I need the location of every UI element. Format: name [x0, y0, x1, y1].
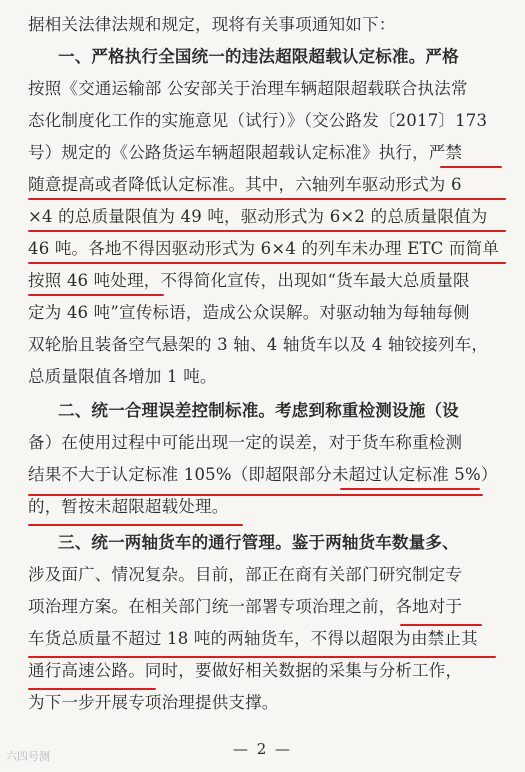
text-line: 按照《交通运输部 公安部关于治理车辆超限超载联合执法常 — [28, 79, 468, 98]
section-heading: 二、统一合理误差控制标准。考虑到称重检测设施（设 — [58, 401, 459, 420]
watermark: 六四号测 — [6, 750, 50, 763]
text-line: 结果不大于认定标准 105%（即超限部分未超过认定标准 5%） — [28, 465, 498, 484]
red-underline — [28, 198, 506, 200]
text-line: ×4 的总质量限值为 49 吨，驱动形式为 6×2 的总质量限值为 — [28, 207, 488, 226]
text-line: 随意提高或者降低认定标准。其中，六轴列车驱动形式为 6 — [28, 175, 462, 194]
text-line: 46 吨。各地不得因驱动形式为 6×4 的列车未办理 ETC 而简单 — [28, 239, 500, 258]
text-line: 双轮胎且装备空气悬架的 3 轴、4 轴货车以及 4 轴铰接列车， — [28, 335, 489, 354]
red-underline — [28, 230, 506, 232]
text-line: 备）在使用过程中可能出现一定的误差，对于货车称重检测 — [28, 433, 463, 452]
section-heading: 三、统一两轴货车的通行管理。鉴于两轴货车数量多、 — [58, 533, 459, 552]
red-underline — [28, 494, 483, 496]
red-underline — [28, 294, 164, 296]
section-heading: 一、严格执行全国统一的违法超限超载认定标准。严格 — [58, 47, 459, 66]
text-line: 号）规定的《公路货运车辆超限超载认定标准》执行，严禁 — [28, 143, 463, 162]
red-underline — [340, 488, 480, 490]
text-line: 按照 46 吨处理，不得简化宣传，出现如“货车最大总质量限 — [28, 271, 470, 290]
red-underline — [440, 166, 502, 168]
red-underline — [400, 624, 482, 626]
page-number: — 2 — — [232, 740, 293, 758]
text-line: 态化制度化工作的实施意见（试行）》（交公路发〔2017〕173 — [28, 111, 488, 130]
text-line: 据相关法律法规和规定，现将有关事项通知如下： — [28, 15, 396, 34]
text-line: 为下一步开展专项治理提供支撑。 — [28, 693, 279, 712]
text-line: 通行高速公路。同时，要做好相关数据的采集与分析工作， — [28, 661, 463, 680]
text-line: 车货总质量不超过 18 吨的两轴货车，不得以超限为由禁止其 — [28, 629, 478, 648]
red-underline — [28, 656, 496, 658]
text-line: 定为 46 吨”宣传标语，造成公众误解。对驱动轴为每轴每侧 — [28, 303, 470, 322]
red-underline — [28, 688, 156, 690]
red-underline — [28, 524, 243, 526]
text-line: 项治理方案。在相关部门统一部署专项治理之前，各地对于 — [28, 597, 463, 616]
text-line: 涉及面广、情况复杂。目前，部正在商有关部门研究制定专 — [28, 565, 463, 584]
text-line: 的，暂按未超限超载处理。 — [28, 497, 229, 516]
red-underline — [28, 262, 506, 264]
text-line: 总质量限值各增加 1 吨。 — [28, 367, 217, 386]
